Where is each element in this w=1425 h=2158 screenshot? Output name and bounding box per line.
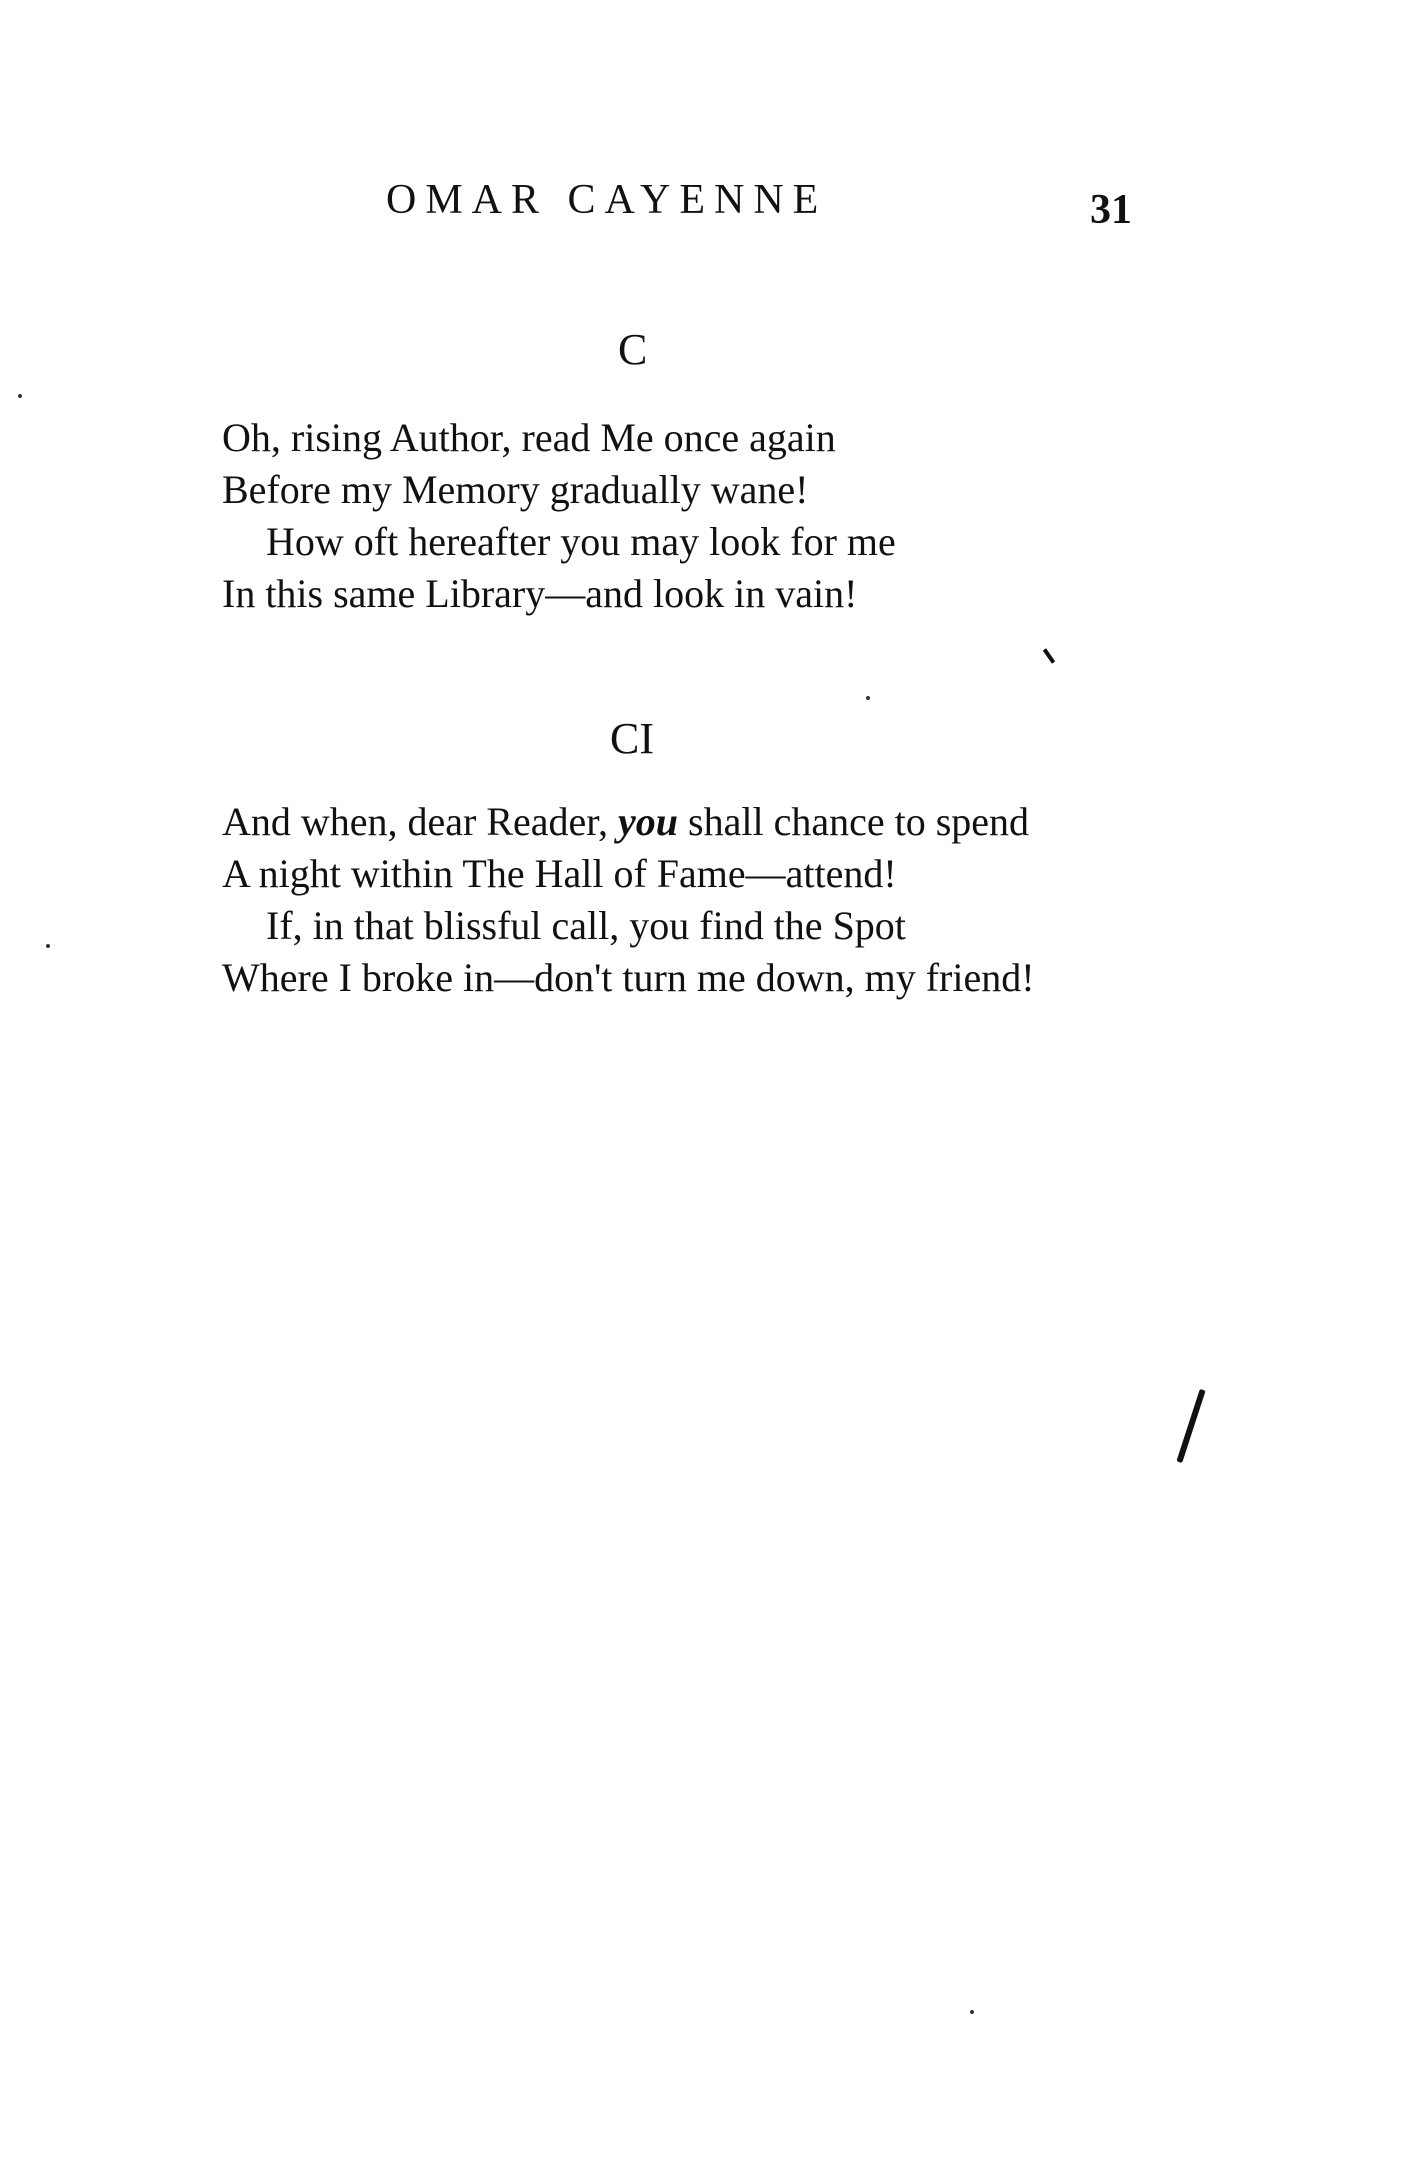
scan-speck [866, 696, 870, 700]
scan-mark [1043, 648, 1055, 663]
page-number: 31 [1090, 187, 1132, 233]
stanza-number-ci: CI [610, 714, 654, 763]
verse-text: And when, dear Reader, [222, 799, 619, 844]
verse-line: If, in that blissful call, you find the Spot [266, 903, 906, 948]
stanza-ci [222, 796, 1035, 1004]
verse-line: A night within The Hall of Fame—attend! [222, 851, 897, 896]
emphasis-you: you [618, 799, 679, 844]
scan-speck [18, 394, 22, 398]
running-title: OMAR CAYENNE [386, 177, 828, 223]
verse-line: In this same Library—and look in vain! [222, 571, 858, 616]
scan-speck [46, 944, 50, 948]
verse-text: shall chance to spend [678, 799, 1030, 844]
verse-line: Oh, rising Author, read Me once again [222, 415, 836, 460]
verse-line: How oft hereafter you may look for me [266, 519, 896, 564]
verse-line: Where I broke in—don't turn me down, my friend! [222, 955, 1035, 1000]
verse-line: Before my Memory gradually wane! [222, 467, 809, 512]
stanza-number-c: C [618, 325, 648, 374]
stanza-c [222, 412, 896, 620]
scan-speck [970, 2010, 974, 2014]
pencil-slash-mark [1176, 1389, 1205, 1463]
verse-line [222, 796, 1035, 848]
